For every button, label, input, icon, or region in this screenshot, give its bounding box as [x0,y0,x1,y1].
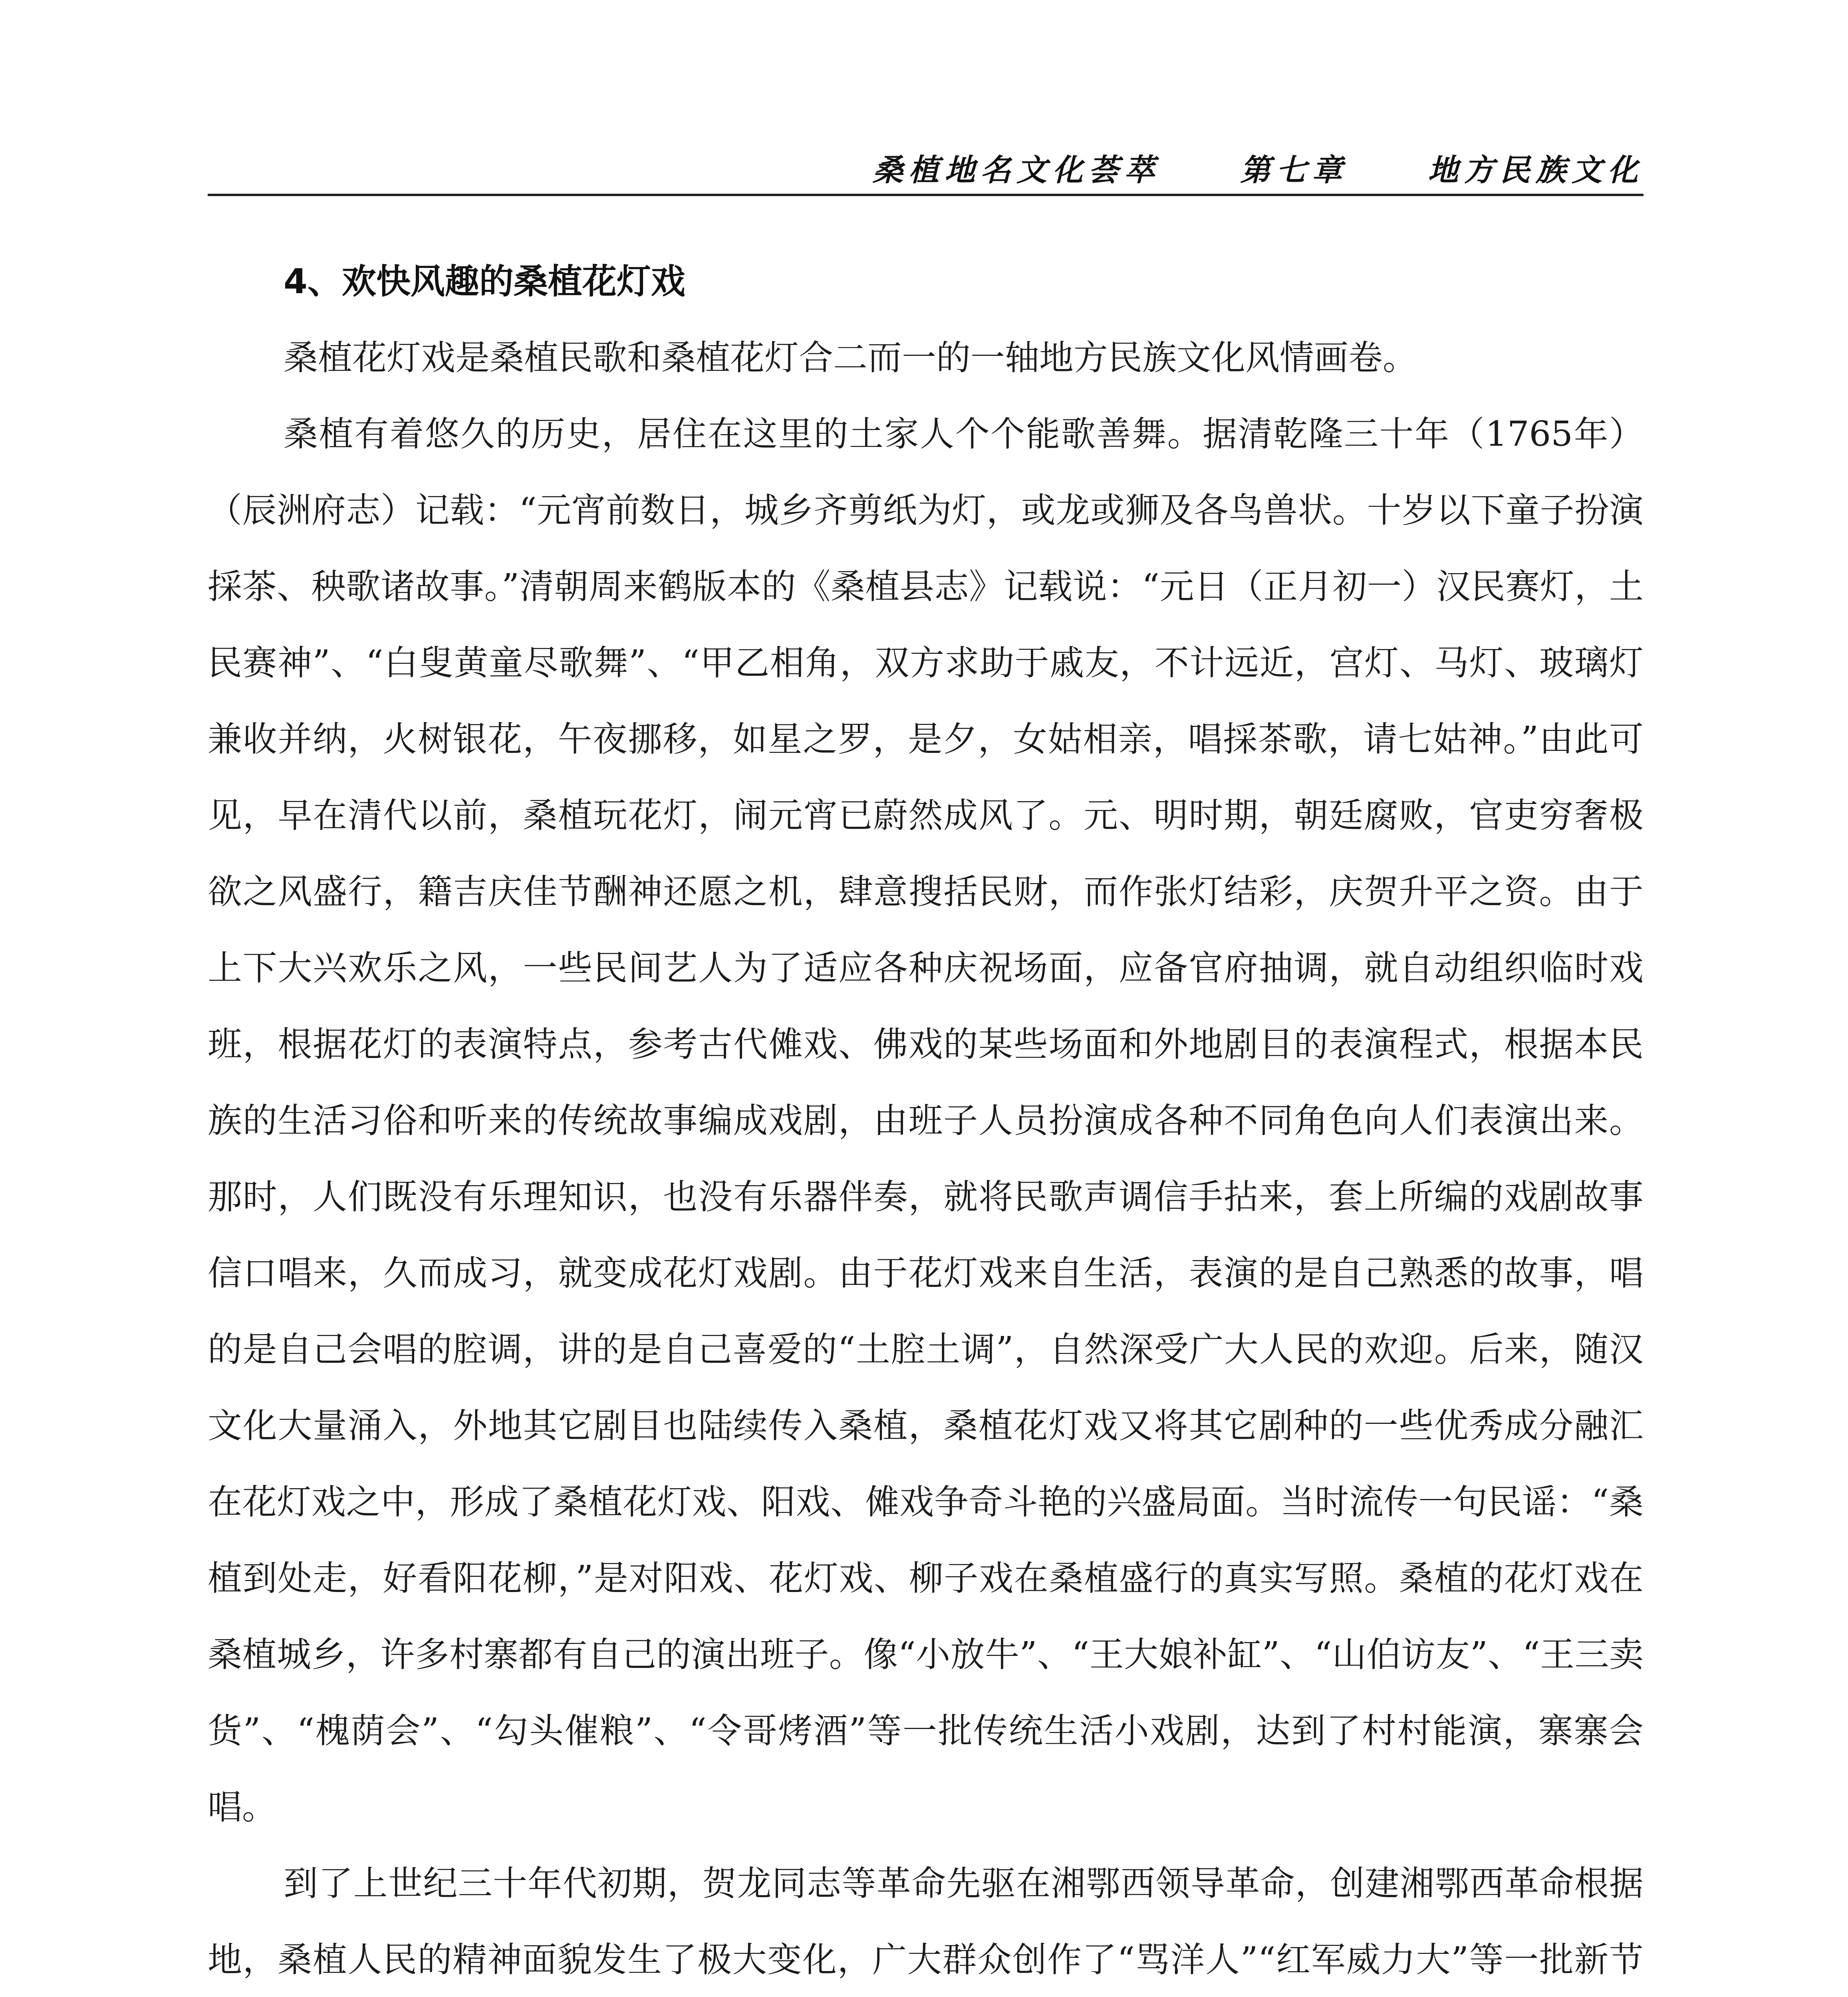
section-heading: 4、欢快风趣的桑植花灯戏 [284,262,685,302]
paragraph-3: 到了上世纪三十年代初期，贺龙同志等革命先驱在湘鄂西领导革命，创建湘鄂西革命根据地，桑植人民的精神面貌发生了极大变化，广大群众创作了“骂洋人”“红军威力大”等一批新节 [208,1864,1644,1980]
header-chapter-title: 地方民族文化 [1428,152,1644,188]
header-text [873,146,1644,189]
header-chapter: 第七章 [1240,152,1348,188]
running-header [208,142,1644,202]
paragraph-2: 桑植有着悠久的历史，居住在这里的土家人个个能歌善舞。据清乾隆三十年（1765年）（辰洲府志）记载：“元宵前数日，城乡齐剪纸为灯，或龙或狮及各鸟兽状。十岁以下童子扮演採茶、秧歌诸故事。”清朝周来鹤版本的《桑植县志》记载说：“元日（正月初一）汉民赛灯，土民赛神”、“白叟黄童尽歌舞”、“甲乙相角，双方求助于戚友，不计远近，宫灯、马灯、玻璃灯兼收并纳，火树银花，午夜挪移，如星之罗，是夕，女姑相亲，唱採茶歌，请七姑神。”由此可见，早在清代以前，桑植玩花灯，闹元宵已蔚然成风了。元、明时期，朝廷腐败，官吏穷奢极欲之风盛行，籍吉庆佳节酬神还愿之机，肆意搜括民财，而作张灯结彩，庆贺升平之资。由于上下大兴欢乐之风，一些民间艺人为了适应各种庆祝场面，应备官府抽调，就自动组织临时戏班，根据花灯的表演特点，参考古代傩戏、佛戏的某些场面和外地剧目的表演程式，根据本民族的生活习俗和听来的传统故事编成戏剧，由班子人员扮演成各种不同角色向人们表演出来。那时，人们既没有乐理知识，也没有乐器伴奏，就将民歌声调信手拈来，套上所编的戏剧故事信口唱来，久而成习，就变成花灯戏剧。由于花灯戏来自生活，表演的是自己熟悉的故事，唱的是自己会唱的腔调，讲的是自己喜爱的“土腔土调”，自然深受广大人民的欢迎。后来，随汉文化大量涌入，外地其它剧目也陆续传入桑植，桑植花灯戏又将其它剧种的一些优秀成分融汇在花灯戏之中，形成了桑植花灯戏、阳戏、傩戏争奇斗艳的兴盛局面。当时流传一句民谣：“桑植到处走，好看阳花柳，”是对阳戏、花灯戏、柳子戏在桑植盛行的真实写照。桑植的花灯戏在桑植城乡，许多村寨都有自己的演出班子。像“小放牛”、“王大娘补缸”、“山伯访友”、“王三卖货”、“槐荫会”、“勾头催粮”、“令哥烤酒”等一批传统生活小戏剧，达到了村村能演，寨寨会唱。 [208,414,1644,1827]
paragraph-1: 桑植花灯戏是桑植民歌和桑植花灯合二而一的一轴地方民族文化风情画卷。 [284,338,1417,378]
header-rule [208,194,1644,196]
body-text [208,244,1644,1997]
header-book-title: 桑植地名文化荟萃 [873,152,1160,188]
